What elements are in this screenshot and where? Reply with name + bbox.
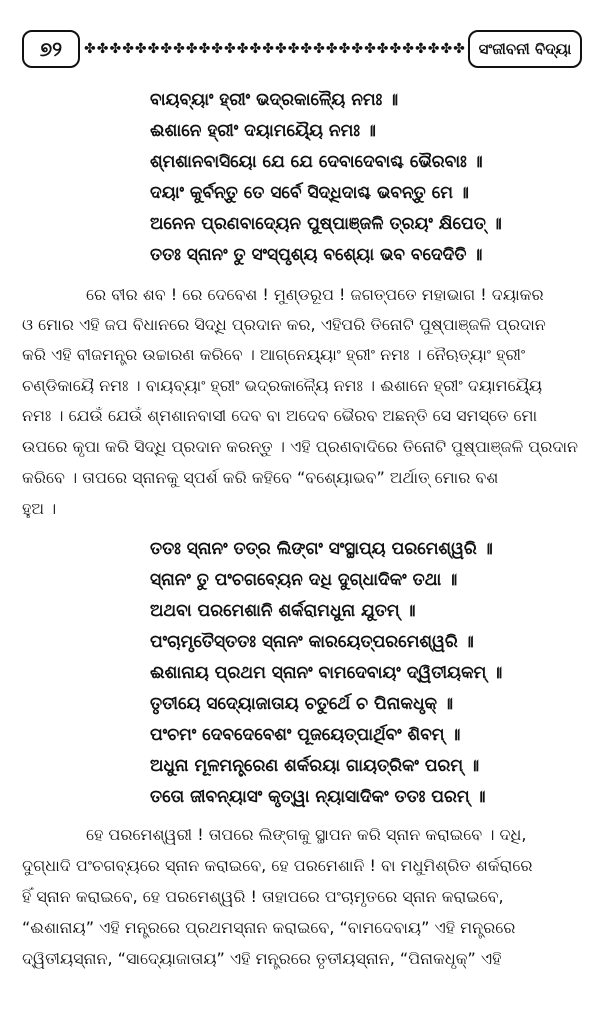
verse-line: ପଂଚାମୃତୈସ୍ତତଃ ସ୍ନାନଂ କାରୟେତ୍ପରମେଶ୍ୱରି ॥ bbox=[150, 632, 474, 652]
verse-line: ତତଃ ସ୍ନାନଂ ତୁ ସଂସ୍ପୃଶ୍ୟ ବଶ୍ୟୋ ଭବ ବଦେଦିତି ॥ bbox=[150, 245, 483, 265]
prose-line: ରେ ବୀର ଶବ ! ରେ ଦେବେଶ ! ମୁଣ୍ଡରୂପ ! ଜଗତ୍ପତେ ମହାଭାଗ ! ଦୟାକର bbox=[86, 285, 544, 304]
prose-line: ଦ୍ୱିତୀୟସ୍ନାନ, “ସାଦ୍ୟୋଜାତାୟ” ଏହି ମନ୍ତ୍ରରେ ତୃତୀୟସ୍ନାନ, “ପିନାକଧୃକ୍” ଏହି bbox=[22, 949, 502, 968]
verse-line: ତତୋ ଜୀବନ୍ୟାସଂ କୃତ୍ୱା ନ୍ୟାସାଦିକଂ ତତଃ ପରମ୍ ॥ bbox=[150, 787, 486, 807]
verse-line: ସ୍ନାନଂ ତୁ ପଂଚଗବ୍ୟେନ ଦଧି ଦୁଗ୍ଧାଦିକଂ ତଥା ॥ bbox=[150, 570, 458, 590]
verse-line: ଅଥବା ପରମେଶାନି ଶର୍କରାମଧୁନା ଯୁତମ୍ ॥ bbox=[150, 601, 416, 621]
page-number: ୭୨ bbox=[22, 30, 80, 68]
verse-line: ଦୟାଂ କୁର୍ବନ୍ତୁ ତେ ସର୍ବେ ସିଦ୍ଧିଦାଶ୍ଚ ଭବନ୍ତୁ ମେ ॥ bbox=[150, 183, 469, 203]
verse-line: ତୃତୀୟେ ସଦ୍ୟୋଜାତାୟ ଚତୁର୍ଥେ ଚ ପିନାକଧୃକ୍ ॥ bbox=[150, 694, 454, 714]
prose-line: ହେ ପରମେଶ୍ୱରୀ ! ତାପରେ ଲିଙ୍ଗକୁ ସ୍ଥାପନ କରି ସ୍ନାନ କରାଇବେ । ଦଧି, bbox=[86, 825, 527, 844]
verse-line: ଶ୍ମଶାନବାସିୟୋ ଯେ ଯେ ଦେବାଦେବାଶ୍ଚ ଭୈରବାଃ ॥ bbox=[150, 152, 483, 172]
verse-line: ଈଶାନେ ହ୍ରୀଂ ଦୟାମୟ୍ୟୈ ନମଃ ॥ bbox=[150, 121, 376, 141]
prose-line: କରି ଏହି ବୀଜମନ୍ତ୍ର ଉଚ୍ଚାରଣ କରିବେ । ଆଗ୍ନେୟ୍ୟାଂ ହ୍ରୀଂ ନମଃ । ନୈଋତ୍ୟାଂ ହ୍ରୀଂ bbox=[22, 345, 526, 364]
ornament-border: ✤✤✤✤✤✤✤✤✤✤✤✤✤✤✤✤✤✤✤✤✤✤✤✤✤✤✤✤✤✤ bbox=[84, 41, 466, 57]
verse-line: ଅଧୁନା ମୂଳମନ୍ତ୍ରେଣ ଶର୍କରୟା ଗାୟତ୍ରିକଂ ପରମ୍ ॥ bbox=[150, 756, 480, 776]
prose-line: ହିଁ ସ୍ନାନ କରାଇବେ, ହେ ପରମେଶ୍ୱରି ! ତାହାପରେ ପଂଚାମୃତରେ ସ୍ନାନ କରାଇବେ, bbox=[22, 887, 504, 906]
book-title: ସଂଜୀବନୀ ବିଦ୍ୟା bbox=[468, 30, 582, 68]
prose-line: କରିବେ । ତାପରେ ସ୍ନାନକୁ ସ୍ପର୍ଶ କରି କହିବେ “ବଶ୍ୟୋଭବ” ଅର୍ଥାତ୍ ମୋର ବଶ bbox=[22, 468, 499, 487]
prose-line: ଚଣ୍ଡିକାୟୈ ନମଃ । ବାୟବ୍ୟାଂ ହ୍ରୀଂ ଭଦ୍ରକାଳ୍ୟୈ ନମଃ । ଈଶାନେ ହ୍ରୀଂ ଦୟାମୟ୍ୟୈ bbox=[22, 376, 543, 395]
verse-line: ତତଃ ସ୍ନାନଂ ତତ୍ର ଲିଙ୍ଗଂ ସଂସ୍ଥାପ୍ୟ ପରମେଶ୍ୱରି ॥ bbox=[150, 539, 493, 559]
prose-line: ହୁଅ । bbox=[22, 499, 57, 518]
prose-line: “ଈଶାନାୟ” ଏହି ମନ୍ତ୍ରରେ ପ୍ରଥମସ୍ନାନ କରାଇବେ, “ବାମଦେବାୟ” ଏହି ମନ୍ତ୍ରରେ bbox=[22, 918, 516, 937]
prose-line: ଦୁଗ୍ଧାଦି ପଂଚଗବ୍ୟରେ ସ୍ନାନ କରାଇବେ, ହେ ପରମେଶାନି ! ବା ମଧୁମିଶ୍ରିତ ଶର୍କରାରେ bbox=[22, 856, 533, 875]
verse-line: ବାୟବ୍ୟାଂ ହ୍ରୀଂ ଭଦ୍ରକାଳ୍ୟୈ ନମଃ ॥ bbox=[150, 90, 399, 110]
prose-line: ନମଃ । ଯେଉଁ ଯେଉଁ ଶ୍ମଶାନବାସୀ ଦେବ ବା ଅଦେବ ଭୈରବ ଅଛନ୍ତି ସେ ସମସ୍ତେ ମୋ bbox=[22, 406, 538, 425]
page-header bbox=[22, 30, 582, 70]
verse-line: ଅନେନ ପ୍ରଣବାଦ୍ୟେନ ପୁଷ୍ପାଞ୍ଜଳି ତ୍ରୟଂ କ୍ଷିପେତ୍ ॥ bbox=[150, 214, 502, 234]
verse-line: ଈଶାନାୟ ପ୍ରଥମ ସ୍ନାନଂ ବାମଦେବାୟଂ ଦ୍ୱିତୀୟକମ୍ ॥ bbox=[150, 663, 503, 683]
prose-line: ଉପରେ କୃପା କରି ସିଦ୍ଧି ପ୍ରଦାନ କରନ୍ତୁ । ଏହି ପ୍ରଣବାଦିରେ ତିନୋଟି ପୁଷ୍ପାଞ୍ଜଳି ପ୍ରଦାନ bbox=[22, 437, 579, 456]
verse-line: ପଂଚମଂ ଦେବଦେବେଶଂ ପୂଜୟେତ୍ପାର୍ଥିବଂ ଶିବମ୍ ॥ bbox=[150, 725, 461, 745]
prose-line: ଓ ମୋର ଏହି ଜପ ବିଧାନରେ ସିଦ୍ଧି ପ୍ରଦାନ କର, ଏହିପରି ତିନୋଟି ପୁଷ୍ପାଞ୍ଜଳି ପ୍ରଦାନ bbox=[22, 315, 546, 334]
